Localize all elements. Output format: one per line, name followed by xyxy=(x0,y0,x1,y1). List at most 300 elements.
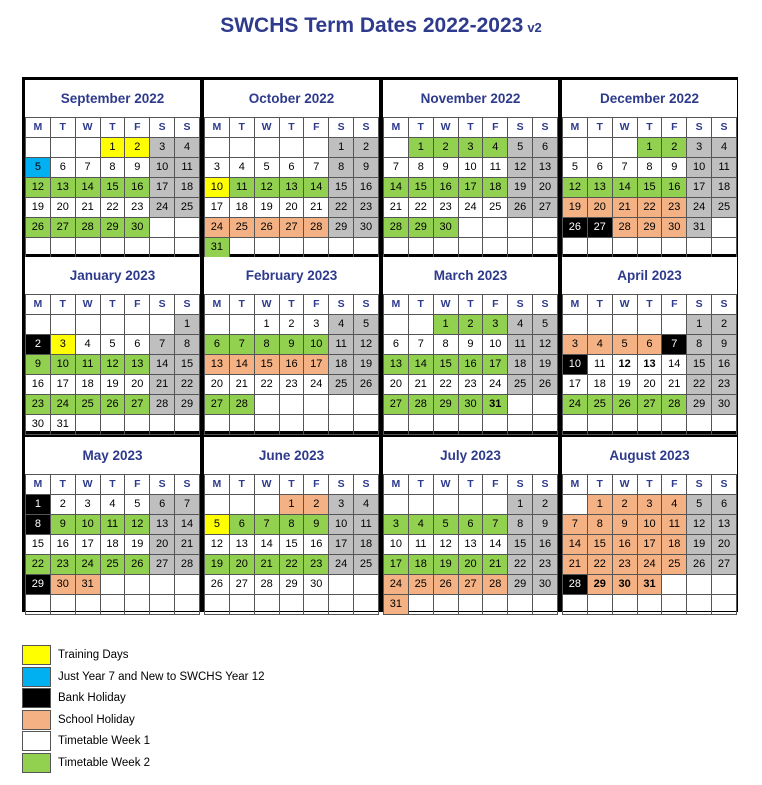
weekday-header: W xyxy=(612,475,637,495)
month-name: February 2023 xyxy=(245,268,338,283)
day-cell: 10 xyxy=(150,158,175,178)
day-cell: 19 xyxy=(205,555,230,575)
day-cell: 17 xyxy=(75,535,100,555)
empty-day-cell xyxy=(662,315,687,335)
day-cell: 13 xyxy=(125,355,150,375)
day-cell: 21 xyxy=(612,198,637,218)
empty-day-cell xyxy=(26,315,51,335)
empty-day-cell xyxy=(687,415,712,435)
day-cell: 22 xyxy=(687,375,712,395)
empty-day-cell xyxy=(175,238,200,258)
day-cell: 22 xyxy=(254,375,279,395)
day-cell: 16 xyxy=(26,375,51,395)
day-cell: 31 xyxy=(687,218,712,238)
day-cell: 20 xyxy=(637,375,662,395)
day-cell: 23 xyxy=(304,555,329,575)
day-cell: 6 xyxy=(150,495,175,515)
legend-item xyxy=(22,753,442,774)
weekday-header-row xyxy=(384,295,558,315)
weekday-header: M xyxy=(384,295,409,315)
empty-day-cell xyxy=(125,595,150,615)
day-cell: 10 xyxy=(384,535,409,555)
day-cell: 7 xyxy=(254,515,279,535)
weekday-header: M xyxy=(384,475,409,495)
day-cell: 10 xyxy=(75,515,100,535)
empty-day-cell xyxy=(125,415,150,435)
empty-day-cell xyxy=(254,238,279,258)
day-cell: 18 xyxy=(329,355,354,375)
weekday-header: T xyxy=(637,118,662,138)
version-label: v2 xyxy=(527,20,542,35)
empty-day-cell xyxy=(384,315,409,335)
week-row xyxy=(205,375,379,395)
day-cell: 18 xyxy=(229,198,254,218)
empty-day-cell xyxy=(712,238,737,258)
day-cell: 15 xyxy=(408,178,433,198)
empty-day-cell xyxy=(587,138,612,158)
empty-day-cell xyxy=(533,415,558,435)
empty-day-cell xyxy=(205,595,230,615)
month-calendar xyxy=(25,80,200,254)
empty-day-cell xyxy=(533,395,558,415)
day-cell: 26 xyxy=(687,555,712,575)
title-text: SWCHS Term Dates 2022-2023 xyxy=(220,14,524,37)
day-cell: 3 xyxy=(50,335,75,355)
week-row xyxy=(26,575,200,595)
month-name: June 2023 xyxy=(258,448,325,463)
week-row xyxy=(26,198,200,218)
day-cell: 24 xyxy=(205,218,230,238)
week-row xyxy=(563,138,737,158)
day-cell: 8 xyxy=(687,335,712,355)
day-cell: 20 xyxy=(712,535,737,555)
weekday-header: M xyxy=(26,475,51,495)
day-cell: 5 xyxy=(354,315,379,335)
day-cell: 3 xyxy=(75,495,100,515)
day-cell: 9 xyxy=(612,515,637,535)
day-cell: 24 xyxy=(50,395,75,415)
day-cell: 19 xyxy=(354,355,379,375)
weekday-header: T xyxy=(279,118,304,138)
weekday-header: S xyxy=(712,118,737,138)
day-cell: 2 xyxy=(279,315,304,335)
empty-day-cell xyxy=(329,415,354,435)
week-row xyxy=(384,415,558,435)
day-cell: 13 xyxy=(205,355,230,375)
day-cell: 28 xyxy=(408,395,433,415)
empty-day-cell xyxy=(50,238,75,258)
day-cell: 10 xyxy=(483,335,508,355)
day-cell: 9 xyxy=(662,158,687,178)
day-cell: 19 xyxy=(433,555,458,575)
empty-day-cell xyxy=(533,595,558,615)
empty-day-cell xyxy=(712,415,737,435)
legend-item xyxy=(22,667,442,688)
empty-day-cell xyxy=(354,415,379,435)
day-cell: 15 xyxy=(637,178,662,198)
day-cell: 26 xyxy=(533,375,558,395)
day-cell: 27 xyxy=(533,198,558,218)
empty-day-cell xyxy=(329,238,354,258)
day-cell: 22 xyxy=(329,198,354,218)
month-days-table xyxy=(383,117,558,258)
day-cell: 20 xyxy=(150,535,175,555)
day-cell: 25 xyxy=(75,395,100,415)
weekday-header: M xyxy=(384,118,409,138)
weekday-header: S xyxy=(354,118,379,138)
day-cell: 27 xyxy=(205,395,230,415)
week-row xyxy=(26,515,200,535)
empty-day-cell xyxy=(563,138,588,158)
empty-day-cell xyxy=(150,595,175,615)
week-row xyxy=(205,575,379,595)
month-days-table xyxy=(383,294,558,435)
day-cell: 21 xyxy=(304,198,329,218)
day-cell: 12 xyxy=(26,178,51,198)
weekday-header: F xyxy=(125,295,150,315)
empty-day-cell xyxy=(50,315,75,335)
week-row xyxy=(205,335,379,355)
week-row xyxy=(205,595,379,615)
week-row xyxy=(384,395,558,415)
empty-day-cell xyxy=(587,595,612,615)
empty-day-cell xyxy=(279,395,304,415)
day-cell: 31 xyxy=(75,575,100,595)
day-cell: 3 xyxy=(150,138,175,158)
day-cell: 10 xyxy=(205,178,230,198)
day-cell: 10 xyxy=(304,335,329,355)
weekday-header: S xyxy=(175,295,200,315)
day-cell: 11 xyxy=(483,158,508,178)
week-row xyxy=(563,315,737,335)
month-calendar xyxy=(25,437,200,611)
empty-day-cell xyxy=(458,218,483,238)
day-cell: 5 xyxy=(125,495,150,515)
empty-day-cell xyxy=(100,415,125,435)
day-cell: 11 xyxy=(712,158,737,178)
weekday-header: S xyxy=(687,295,712,315)
weekday-header: W xyxy=(433,118,458,138)
day-cell: 6 xyxy=(384,335,409,355)
day-cell: 26 xyxy=(612,395,637,415)
empty-day-cell xyxy=(125,238,150,258)
weekday-header: T xyxy=(50,118,75,138)
day-cell: 30 xyxy=(354,218,379,238)
weekday-header: T xyxy=(229,118,254,138)
empty-day-cell xyxy=(563,315,588,335)
day-cell: 16 xyxy=(662,178,687,198)
day-cell: 9 xyxy=(125,158,150,178)
day-cell: 7 xyxy=(75,158,100,178)
day-cell: 26 xyxy=(100,395,125,415)
day-cell: 2 xyxy=(662,138,687,158)
empty-day-cell xyxy=(458,415,483,435)
month-name: August 2023 xyxy=(609,448,690,463)
day-cell: 8 xyxy=(279,515,304,535)
weekday-header-row xyxy=(205,475,379,495)
day-cell: 23 xyxy=(612,555,637,575)
empty-day-cell xyxy=(100,575,125,595)
empty-day-cell xyxy=(229,138,254,158)
empty-day-cell xyxy=(175,218,200,238)
day-cell: 22 xyxy=(175,375,200,395)
weekday-header: T xyxy=(408,475,433,495)
empty-day-cell xyxy=(354,595,379,615)
weekday-header: T xyxy=(229,475,254,495)
day-cell: 7 xyxy=(384,158,409,178)
day-cell: 1 xyxy=(175,315,200,335)
empty-day-cell xyxy=(637,415,662,435)
day-cell: 19 xyxy=(612,375,637,395)
day-cell: 17 xyxy=(458,178,483,198)
day-cell: 28 xyxy=(150,395,175,415)
day-cell: 28 xyxy=(612,218,637,238)
empty-day-cell xyxy=(50,595,75,615)
legend-label: Timetable Week 2 xyxy=(58,757,151,769)
day-cell: 13 xyxy=(50,178,75,198)
month-days-table xyxy=(204,117,379,258)
weekday-header: S xyxy=(329,475,354,495)
week-row xyxy=(26,238,200,258)
empty-day-cell xyxy=(712,575,737,595)
weekday-header-row xyxy=(26,295,200,315)
day-cell: 13 xyxy=(150,515,175,535)
weekday-header-row xyxy=(384,118,558,138)
day-cell: 21 xyxy=(150,375,175,395)
day-cell: 24 xyxy=(329,555,354,575)
empty-day-cell xyxy=(304,415,329,435)
weekday-header-row xyxy=(384,475,558,495)
week-row xyxy=(26,535,200,555)
month-calendar xyxy=(562,437,737,611)
empty-day-cell xyxy=(26,138,51,158)
day-cell: 3 xyxy=(563,335,588,355)
empty-day-cell xyxy=(100,595,125,615)
day-cell: 6 xyxy=(125,335,150,355)
day-cell: 16 xyxy=(304,535,329,555)
day-cell: 27 xyxy=(279,218,304,238)
day-cell: 6 xyxy=(637,335,662,355)
empty-day-cell xyxy=(483,595,508,615)
day-cell: 8 xyxy=(175,335,200,355)
day-cell: 31 xyxy=(637,575,662,595)
month-days-table xyxy=(25,117,200,258)
calendar-grid xyxy=(22,77,738,612)
day-cell: 28 xyxy=(483,575,508,595)
day-cell: 23 xyxy=(533,555,558,575)
empty-day-cell xyxy=(75,138,100,158)
weekday-header-row xyxy=(563,475,737,495)
day-cell: 7 xyxy=(563,515,588,535)
week-row xyxy=(205,315,379,335)
weekday-header: F xyxy=(304,118,329,138)
day-cell: 20 xyxy=(533,178,558,198)
month-name: September 2022 xyxy=(60,91,165,106)
day-cell: 16 xyxy=(712,355,737,375)
day-cell: 15 xyxy=(254,355,279,375)
empty-day-cell xyxy=(483,495,508,515)
day-cell: 19 xyxy=(687,535,712,555)
day-cell: 4 xyxy=(75,335,100,355)
day-cell: 22 xyxy=(508,555,533,575)
day-cell: 10 xyxy=(637,515,662,535)
week-row xyxy=(563,178,737,198)
empty-day-cell xyxy=(254,415,279,435)
month-days-table xyxy=(383,474,558,615)
day-cell: 24 xyxy=(304,375,329,395)
day-cell: 2 xyxy=(433,138,458,158)
weekday-header: T xyxy=(587,118,612,138)
weekday-header: M xyxy=(26,118,51,138)
day-cell: 6 xyxy=(279,158,304,178)
day-cell: 20 xyxy=(279,198,304,218)
empty-day-cell xyxy=(384,495,409,515)
day-cell: 18 xyxy=(75,375,100,395)
weekday-header: F xyxy=(125,118,150,138)
day-cell: 21 xyxy=(483,555,508,575)
empty-day-cell xyxy=(354,238,379,258)
day-cell: 12 xyxy=(612,355,637,375)
day-cell: 5 xyxy=(254,158,279,178)
week-row xyxy=(26,555,200,575)
weekday-header: S xyxy=(533,118,558,138)
weekday-header: S xyxy=(508,295,533,315)
legend-swatch xyxy=(22,753,51,773)
week-row xyxy=(205,535,379,555)
day-cell: 29 xyxy=(26,575,51,595)
empty-day-cell xyxy=(150,218,175,238)
empty-day-cell xyxy=(587,315,612,335)
weekday-header: S xyxy=(712,295,737,315)
day-cell: 29 xyxy=(175,395,200,415)
weekday-header: T xyxy=(279,295,304,315)
empty-day-cell xyxy=(125,315,150,335)
week-row xyxy=(563,535,737,555)
legend-swatch xyxy=(22,710,51,730)
empty-day-cell xyxy=(587,238,612,258)
day-cell: 6 xyxy=(50,158,75,178)
day-cell: 6 xyxy=(205,335,230,355)
weekday-header-row xyxy=(205,295,379,315)
day-cell: 11 xyxy=(329,335,354,355)
day-cell: 22 xyxy=(279,555,304,575)
weekday-header: T xyxy=(587,295,612,315)
day-cell: 4 xyxy=(408,515,433,535)
week-row xyxy=(563,595,737,615)
week-row xyxy=(563,198,737,218)
day-cell: 17 xyxy=(563,375,588,395)
empty-day-cell xyxy=(712,595,737,615)
legend-item xyxy=(22,688,442,709)
day-cell: 21 xyxy=(384,198,409,218)
weekday-header: F xyxy=(125,475,150,495)
day-cell: 7 xyxy=(304,158,329,178)
empty-day-cell xyxy=(75,595,100,615)
day-cell: 22 xyxy=(637,198,662,218)
day-cell: 27 xyxy=(50,218,75,238)
empty-day-cell xyxy=(563,415,588,435)
empty-day-cell xyxy=(50,138,75,158)
week-row xyxy=(384,198,558,218)
day-cell: 26 xyxy=(563,218,588,238)
week-row xyxy=(384,158,558,178)
day-cell: 14 xyxy=(75,178,100,198)
day-cell: 13 xyxy=(229,535,254,555)
day-cell: 24 xyxy=(150,198,175,218)
day-cell: 28 xyxy=(229,395,254,415)
empty-day-cell xyxy=(662,595,687,615)
weekday-header: T xyxy=(408,295,433,315)
day-cell: 14 xyxy=(229,355,254,375)
day-cell: 29 xyxy=(587,575,612,595)
empty-day-cell xyxy=(483,238,508,258)
day-cell: 3 xyxy=(637,495,662,515)
month-name: May 2023 xyxy=(82,448,143,463)
legend-item xyxy=(22,731,442,752)
day-cell: 3 xyxy=(205,158,230,178)
week-row xyxy=(563,575,737,595)
week-row xyxy=(205,198,379,218)
month-name: October 2022 xyxy=(248,91,335,106)
day-cell: 25 xyxy=(175,198,200,218)
day-cell: 13 xyxy=(384,355,409,375)
day-cell: 26 xyxy=(354,375,379,395)
day-cell: 30 xyxy=(712,395,737,415)
week-row xyxy=(205,395,379,415)
empty-day-cell xyxy=(384,238,409,258)
empty-day-cell xyxy=(254,595,279,615)
day-cell: 15 xyxy=(433,355,458,375)
week-row xyxy=(205,355,379,375)
day-cell: 25 xyxy=(354,555,379,575)
week-row xyxy=(26,415,200,435)
day-cell: 4 xyxy=(712,138,737,158)
day-cell: 15 xyxy=(100,178,125,198)
day-cell: 8 xyxy=(637,158,662,178)
day-cell: 10 xyxy=(458,158,483,178)
empty-day-cell xyxy=(533,238,558,258)
week-row xyxy=(563,395,737,415)
weekday-header: S xyxy=(329,118,354,138)
day-cell: 26 xyxy=(508,198,533,218)
week-row xyxy=(384,335,558,355)
empty-day-cell xyxy=(329,575,354,595)
day-cell: 23 xyxy=(458,375,483,395)
day-cell: 19 xyxy=(125,535,150,555)
day-cell: 11 xyxy=(508,335,533,355)
day-cell: 24 xyxy=(483,375,508,395)
day-cell: 19 xyxy=(533,355,558,375)
day-cell: 17 xyxy=(329,535,354,555)
day-cell: 25 xyxy=(229,218,254,238)
weekday-header: T xyxy=(50,295,75,315)
weekday-header: W xyxy=(433,475,458,495)
month-calendar xyxy=(204,257,379,431)
day-cell: 24 xyxy=(637,555,662,575)
day-cell: 20 xyxy=(587,198,612,218)
day-cell: 8 xyxy=(254,335,279,355)
weekday-header: S xyxy=(508,118,533,138)
day-cell: 8 xyxy=(433,335,458,355)
day-cell: 4 xyxy=(483,138,508,158)
empty-day-cell xyxy=(175,595,200,615)
weekday-header: F xyxy=(304,295,329,315)
day-cell: 15 xyxy=(508,535,533,555)
day-cell: 7 xyxy=(408,335,433,355)
empty-day-cell xyxy=(75,238,100,258)
weekday-header: T xyxy=(458,118,483,138)
day-cell: 30 xyxy=(533,575,558,595)
